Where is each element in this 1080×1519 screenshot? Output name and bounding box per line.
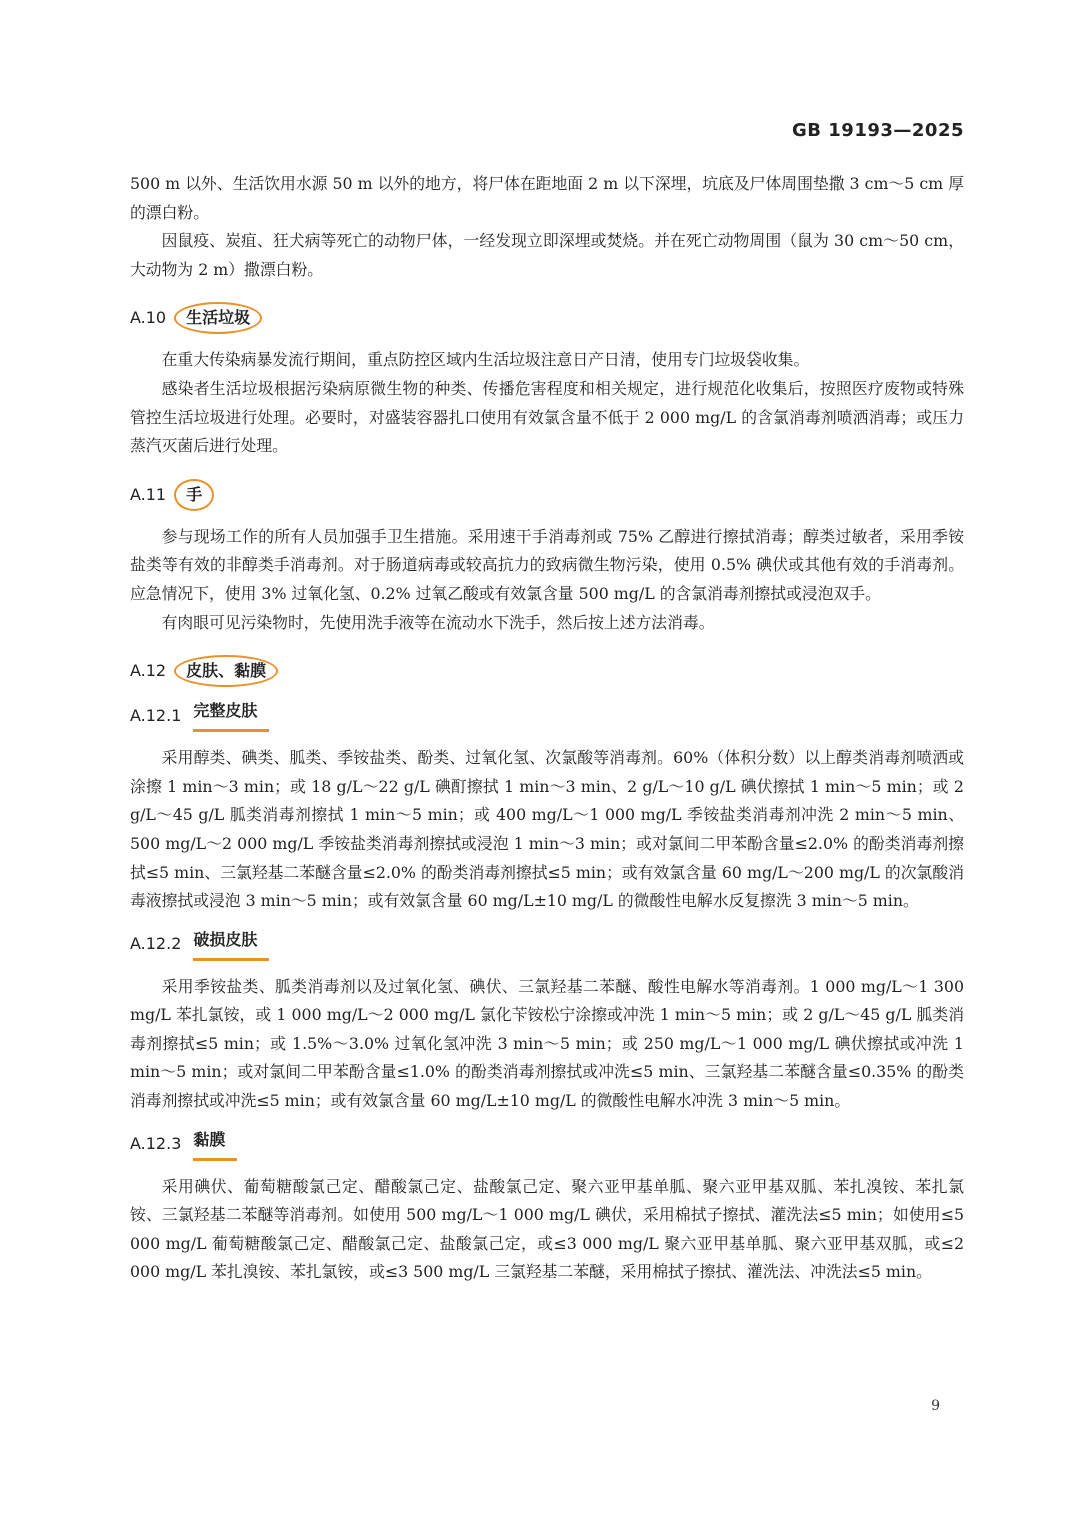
section-number: A.10 xyxy=(130,308,167,328)
document-body xyxy=(130,170,964,1287)
section-number: A.12 xyxy=(130,661,167,681)
section-number: A.12.1 xyxy=(130,705,182,725)
paragraph: 500 m 以外、生活饮用水源 50 m 以外的地方，将尸体在距地面 2 m 以下深埋，坑底及尸体周围垫撒 3 cm～5 cm 厚的漂白粉。 xyxy=(130,174,964,222)
section-heading-a10 xyxy=(130,302,964,334)
subsection-heading-a12-3 xyxy=(130,1128,964,1161)
paragraph: 参与现场工作的所有人员加强手卫生措施。采用速干手消毒剂或 75% 乙醇进行擦拭消毒；醇类过敏者，采用季铵盐类等有效的非醇类手消毒剂。对于肠道病毒或较高抗力的致病微生物污染，使用 0.5% 碘伏或其他有效的手消毒剂。应急情况下，使用 3% 过氧化氢、0.2% 过氧乙酸或有效氯含量 500 mg/L 的含氯消毒剂擦拭或浸泡双手。 xyxy=(130,526,964,603)
paragraph: 因鼠疫、炭疽、狂犬病等死亡的动物尸体，一经发现立即深埋或焚烧。并在死亡动物周围（鼠为 30 cm～50 cm，大动物为 2 m）撒漂白粉。 xyxy=(130,231,964,279)
section-number: A.11 xyxy=(130,484,167,504)
highlight-underline xyxy=(193,699,269,732)
page-number: 9 xyxy=(931,1398,940,1414)
section-heading-a12 xyxy=(130,655,964,687)
section-title: 破损皮肤 xyxy=(193,929,258,949)
standard-code: GB 19193—2025 xyxy=(792,120,964,141)
paragraph: 采用碘伏、葡萄糖酸氯己定、醋酸氯己定、盐酸氯己定、聚六亚甲基单胍、聚六亚甲基双胍、苯扎溴铵、苯扎氯铵、三氯羟基二苯醚等消毒剂。如使用 500 mg/L～1 000 mg/L 碘伏，采用棉拭子擦拭、灌洗法≤5 min；如使用≤5 000 mg/L 葡萄糖酸氯己定、醋酸氯己定、盐酸氯己定，或≤3 000 mg/L 聚六亚甲基单胍、聚六亚甲基双胍，或≤2 000 mg/L 苯扎溴铵、苯扎氯铵，或≤3 500 mg/L 三氯羟基二苯醚，采用棉拭子擦拭、灌洗法、冲洗法≤5 min。 xyxy=(130,1176,964,1282)
highlight-underline xyxy=(193,1128,237,1161)
paragraph: 有肉眼可见污染物时，先使用洗手液等在流动水下洗手，然后按上述方法消毒。 xyxy=(161,612,715,632)
subsection-heading-a12-2 xyxy=(130,928,964,961)
section-title: 黏膜 xyxy=(193,1129,226,1149)
highlight-underline xyxy=(193,928,269,961)
highlight-circle xyxy=(174,479,214,511)
paragraph: 采用醇类、碘类、胍类、季铵盐类、酚类、过氧化氢、次氯酸等消毒剂。60%（体积分数）以上醇类消毒剂喷洒或涂擦 1 min～3 min；或 18 g/L～22 g/L 碘酊擦拭 1 min～3 min、2 g/L～10 g/L 碘伏擦拭 1 min～5 min；或 2 g/L～45 g/L 胍类消毒剂擦拭 1 min～5 min；或 400 mg/L～1 000 mg/L 季铵盐类消毒剂冲洗 2 min～5 min、500 mg/L～2 000 mg/L 季铵盐类消毒剂擦拭或浸泡 1 min～3 min；或对氯间二甲苯酚含量≤2.0% 的酚类消毒剂擦拭≤5 min、三氯羟基二苯醚含量≤2.0% 的酚类消毒剂擦拭≤5 min；或有效氯含量 60 mg/L～200 mg/L 的次氯酸消毒液擦拭或浸泡 3 min～5 min；或有效氯含量 60 mg/L±10 mg/L 的微酸性电解水反复擦洗 3 min～5 min。 xyxy=(130,748,964,911)
section-number: A.12.2 xyxy=(130,934,182,954)
section-title: 皮肤、黏膜 xyxy=(186,661,267,681)
paragraph: 在重大传染病暴发流行期间，重点防控区域内生活垃圾注意日产日清，使用专门垃圾袋收集。 xyxy=(161,350,810,370)
paragraph: 采用季铵盐类、胍类消毒剂以及过氧化氢、碘伏、三氯羟基二苯醚、酸性电解水等消毒剂。1 000 mg/L～1 300 mg/L 苯扎氯铵，或 1 000 mg/L～2 000 mg/L 氯化苄铵松宁涂擦或冲洗 1 min～5 min；或 2 g/L～45 g/L 胍类消毒剂擦拭≤5 min；或 1.5%～3.0% 过氧化氢冲洗 3 min～5 min；或 250 mg/L～1 000 mg/L 碘伏擦拭或冲洗 1 min～5 min；或对氯间二甲苯酚含量≤1.0% 的酚类消毒剂擦拭或冲洗≤5 min、三氯羟基二苯醚含量≤0.35% 的酚类消毒剂擦拭或冲洗≤5 min；或有效氯含量 60 mg/L±10 mg/L 的微酸性电解水冲洗 3 min～5 min。 xyxy=(130,976,964,1111)
subsection-heading-a12-1 xyxy=(130,699,964,732)
highlight-circle xyxy=(174,302,262,334)
section-number: A.12.3 xyxy=(130,1134,182,1154)
section-heading-a11 xyxy=(130,479,964,511)
section-title: 生活垃圾 xyxy=(186,308,251,328)
section-title: 完整皮肤 xyxy=(193,701,258,721)
highlight-circle xyxy=(174,655,278,687)
paragraph: 感染者生活垃圾根据污染病原微生物的种类、传播危害程度和相关规定，进行规范化收集后，按照医疗废物或特殊管控生活垃圾进行处理。必要时，对盛装容器扎口使用有效氯含量不低于 2 000 mg/L 的含氯消毒剂喷洒消毒；或压力蒸汽灭菌后进行处理。 xyxy=(130,378,964,456)
section-title: 手 xyxy=(186,484,203,504)
